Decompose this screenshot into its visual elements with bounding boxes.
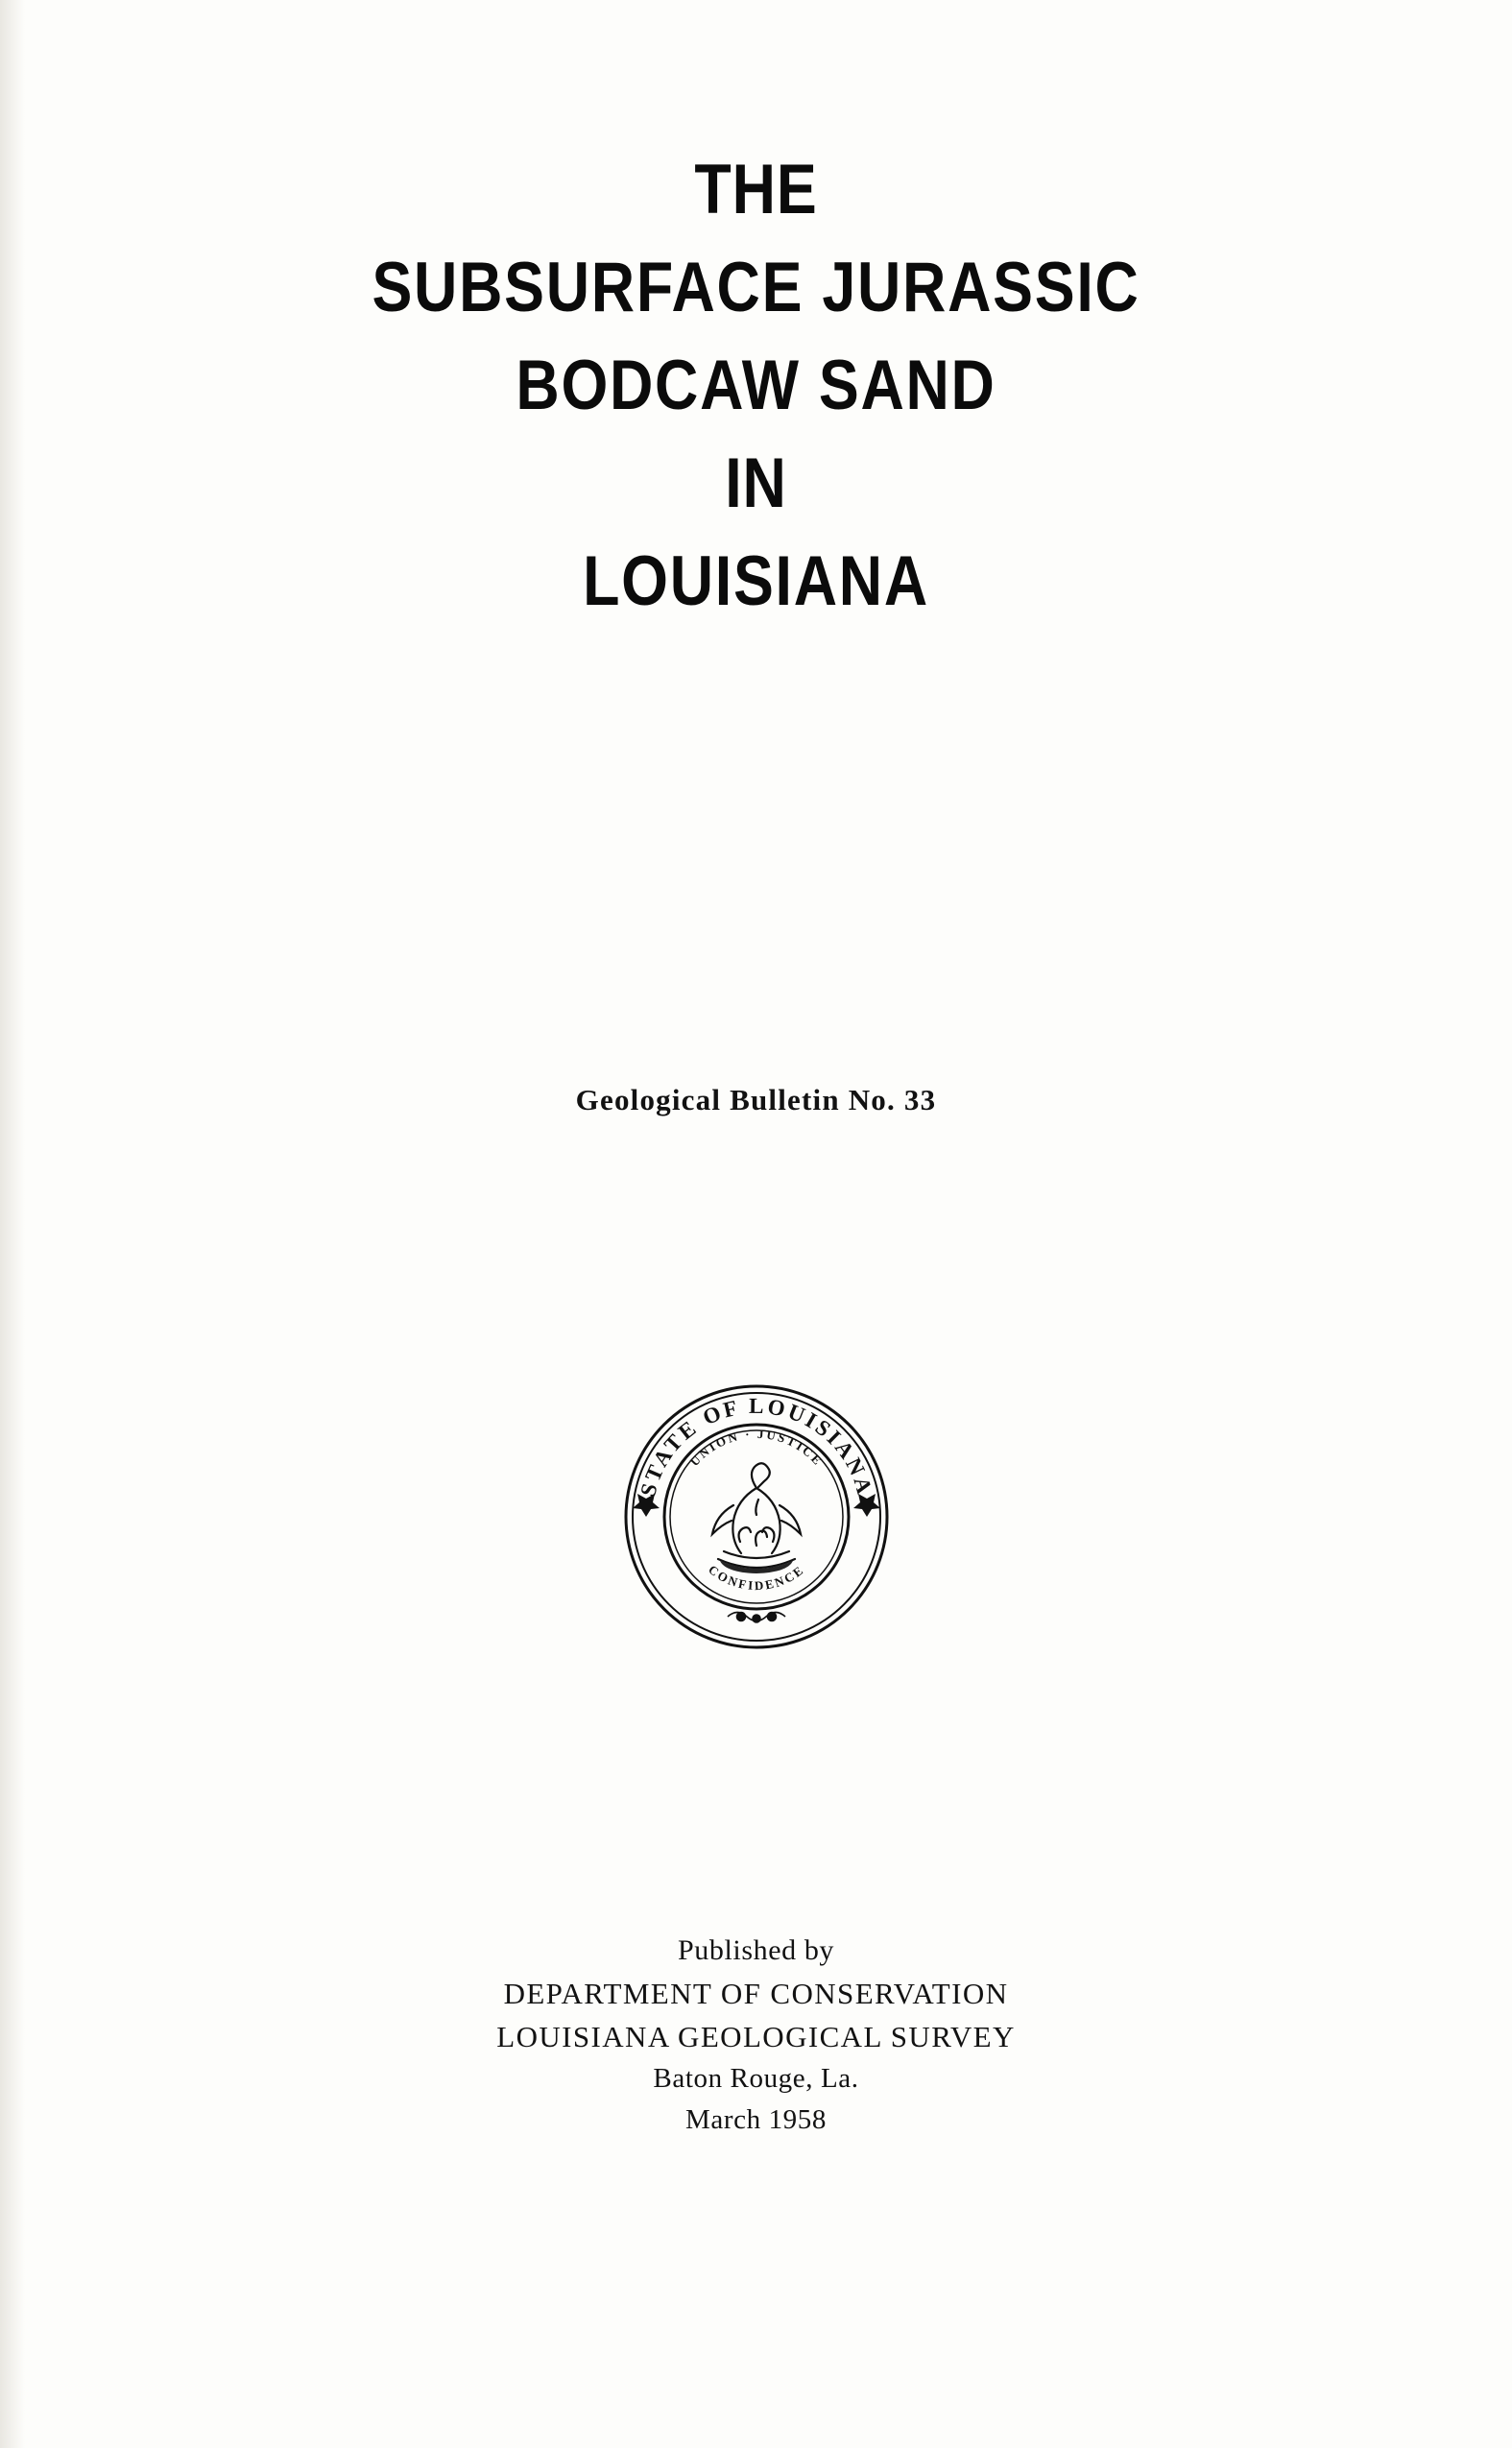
title-line-3: BODCAW SAND [516,346,996,424]
title-line-5: LOUISIANA [583,541,929,620]
title-line-1: THE [694,151,818,228]
published-by-label: Published by [677,1934,835,1966]
title-line-2: SUBSURFACE JURASSIC [372,248,1140,326]
svg-text:STATE OF LOUISIANA: STATE OF LOUISIANA [635,1393,877,1500]
louisiana-state-seal-icon [612,1373,900,1661]
survey-name: LOUISIANA GEOLOGICAL SURVEY [496,2020,1016,2054]
bulletin-number: Geological Bulletin No. 33 [575,1083,937,1116]
svg-text:UNION · JUSTICE: UNION · JUSTICE [686,1426,826,1470]
imprint-block [0,1930,1512,2140]
publication-date: March 1958 [685,2103,827,2135]
title-line-4: IN [725,444,787,522]
seal-container [0,1373,1512,1661]
department-name: DEPARTMENT OF CONSERVATION [503,1976,1009,2010]
title-block [0,151,1512,620]
svg-text:CONFIDENCE: CONFIDENCE [705,1562,807,1594]
city-line: Baton Rouge, La. [653,2063,859,2095]
